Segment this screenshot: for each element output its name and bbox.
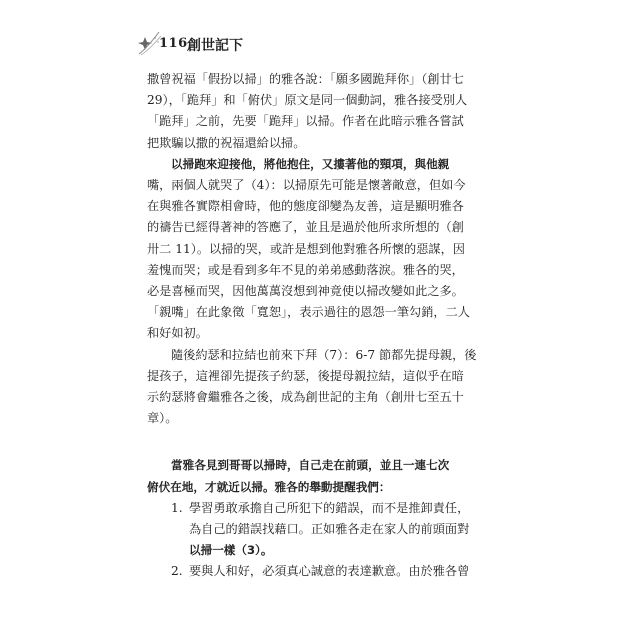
section-gap [147, 429, 493, 455]
text-line: 和好如初。 [147, 326, 208, 341]
text-line: 為自己的錯誤找藉口。正如雅各走在家人的前頭面對 [189, 522, 470, 537]
text-line: 在與雅各實際相會時，他的態度卻變為友善，這是顯明雅各 [147, 199, 464, 214]
text-line: 要與人和好，必須真心誠意的表達歉意。由於雅各曾 [189, 564, 470, 579]
text-line: 29），「跪拜」和「俯伏」原文是同一個動詞，雅各接受別人 [147, 93, 468, 108]
list-number: 2. [171, 564, 183, 579]
text-line: 「跪拜」之前，先要「跪拜」以掃。作者在此暗示雅各嘗試 [147, 114, 464, 129]
list-item [147, 498, 493, 562]
running-header [135, 28, 495, 58]
text-line: 「親嘴」在此象徵「寬恕」，表示過往的恩怨一筆勾銷，二人 [147, 305, 470, 320]
list-item [147, 561, 493, 582]
text-line: 嘴，兩個人就哭了（4）：以掃原先可能是懷著敵意，但如今 [147, 178, 466, 193]
scripture-heading-line: 隨後約瑟和拉結也前來下拜（7）：6-7 節都先提母親，後 [171, 347, 477, 362]
list-number: 1. [171, 500, 183, 515]
paragraph [147, 154, 493, 345]
text-line: 俯伏在地，才就近以掃。雅各的舉動提醒我們： [147, 479, 391, 494]
text-line: 學習勇敢承擔自己所犯下的錯誤，而不是推卸責任， [189, 500, 470, 515]
text-line: 撒曾祝福「假扮以掃」的雅各說：「願多國跪拜你」（創廿七 [147, 72, 464, 86]
scripture-heading-line: 以掃跑來迎接他，將他抱住，又摟著他的頸項，與他親 [171, 156, 450, 171]
page-body [147, 69, 493, 583]
text-line: 以掃一樣（3）。 [189, 543, 273, 558]
text-line: 提孩子，這裡卻先提孩子約瑟，後提母親拉結，這似乎在暗 [147, 368, 464, 383]
text-line: 羞愧而哭；或是看到多年不見的弟弟感動落淚。雅各的哭， [147, 262, 464, 277]
application-paragraph [147, 455, 493, 497]
numbered-list [147, 498, 493, 583]
text-line: 示約瑟將會繼雅各之後，成為創世記的主角（創卅七至五十 [147, 390, 464, 405]
text-line: 章）。 [147, 411, 178, 426]
paragraph [147, 345, 493, 430]
text-line: 把欺騙以撒的祝福還給以掃。 [147, 135, 306, 150]
text-line: 卅二 11）。以掃的哭，或許是想到他對雅各所懷的惡謀，因 [147, 241, 465, 256]
text-line: 當雅各見到哥哥以掃時，自己走在前頭，並且一連七次 [171, 458, 450, 473]
page-number: 116 [159, 36, 188, 51]
text-line: 必是喜極而哭，因他萬萬沒想到神竟使以掃改變如此之多。 [147, 284, 464, 299]
running-title: 創世記下 [187, 38, 243, 54]
paragraph [147, 69, 493, 154]
text-line: 的禱告已經得著神的答應了，並且是過於他所求所想的（創 [147, 220, 464, 235]
